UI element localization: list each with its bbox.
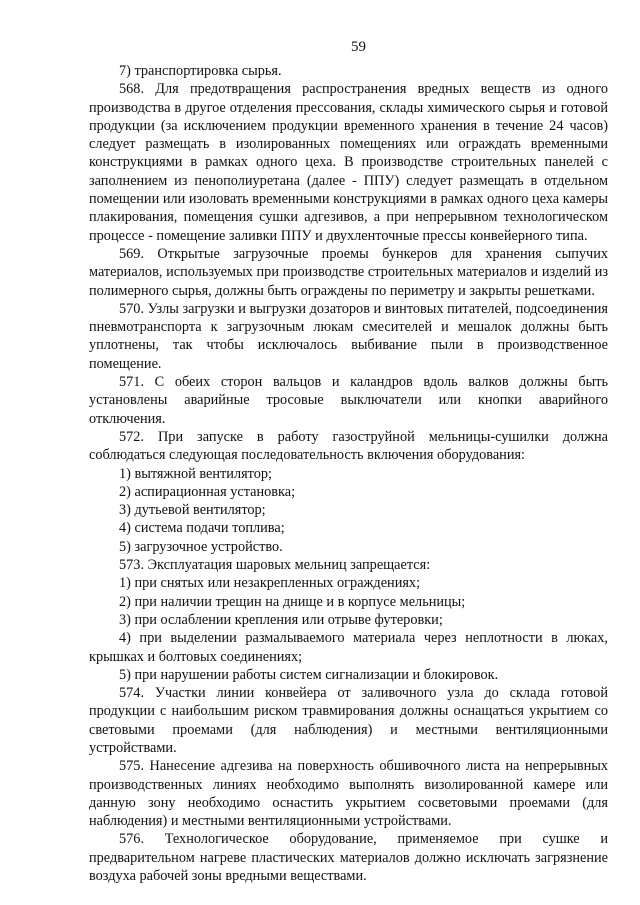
paragraph: 2) аспирационная установка; [119,483,296,500]
paragraph: 5) при нарушении работы систем сигнализации и блокировок. [119,666,499,683]
paragraph: 1) вытяжной вентилятор; [119,465,272,482]
paragraph: 3) при ослаблении крепления или отрыве футеровки; [119,611,443,628]
paragraph: 568. Для предотвращения распространения вредных веществ из одного производства в другое отделения прессования, склады химического сырья и готовой продукции (за исключением продукции временного хранения в течение 24 часов) следует размещать в изолированных помещениях или ограждать временными конструкциями в рамках одного цеха. В производстве строительных панелей с заполнением из пенополиуретана (далее - ППУ) следует размещать в отдельном помещении или изоловать временными конструкциями в рамках одного цеха камеры плакирования, помещения сушки адгезивов, а при непрерывном технологическом процессе - помещение заливки ППУ и двухленточные прессы конвейерного типа. [89,81,608,244]
paragraph: 5) загрузочное устройство. [119,538,283,555]
paragraph: 569. Открытые загрузочные проемы бункеров для хранения сыпучих материалов, используемых при производстве строительных материалов и изделий из полимерного сырья, должны быть ограждены по периметру и закрыты решетками. [89,245,608,299]
paragraph: 4) при выделении размалываемого материала через неплотности в люках, крышках и болтовых соединениях; [89,630,608,665]
paragraph: 573. Эксплуатация шаровых мельниц запрещается: [119,557,431,574]
paragraph: 3) дутьевой вентилятор; [119,502,266,519]
document-body [89,62,608,885]
paragraph: 570. Узлы загрузки и выгрузки дозаторов и винтовых питателей, подсоединения пневмотранспорта к загрузочным люкам смесителей и мешалок должны быть уплотнены, так чтобы исключалось выбивание пыли в производственное помещение. [89,300,608,372]
paragraph: 575. Нанесение адгезива на поверхность обшивочного листа на непрерывных производственных линиях необходимо выполнять визолированной камере или данную зону необходимо оснастить укрытием сосветовыми проемами (для наблюдения) и местными вентиляционными устройствами. [89,758,608,830]
paragraph: 572. При запуске в работу газоструйной мельницы-сушилки должна соблюдаться следующая последовательность включения оборудования: [89,428,608,464]
paragraph: 4) система подачи топлива; [119,520,285,537]
paragraph: 7) транспортировка сырья. [119,63,282,79]
paragraph: 2) при наличии трещин на днище и в корпусе мельницы; [119,593,466,610]
paragraph: 576. Технологическое оборудование, применяемое при сушке и предварительном нагреве пластических материалов должно исключать загрязнение воздуха рабочей зоны вредными веществами. [89,831,608,885]
paragraph: 571. С обеих сторон вальцов и каландров вдоль валков должны быть установлены аварийные тросовые выключатели или кнопки аварийного отключения. [89,374,608,427]
page-number: 59 [351,39,366,55]
paragraph: 1) при снятых или незакрепленных ограждениях; [119,575,421,592]
paragraph: 574. Участки линии конвейера от заливочного узла до склада готовой продукции с наибольшим риском травмирования должны оснащаться укрытием со световыми проемами (для наблюдения) и местными вентиляционными устройствами. [89,685,608,756]
